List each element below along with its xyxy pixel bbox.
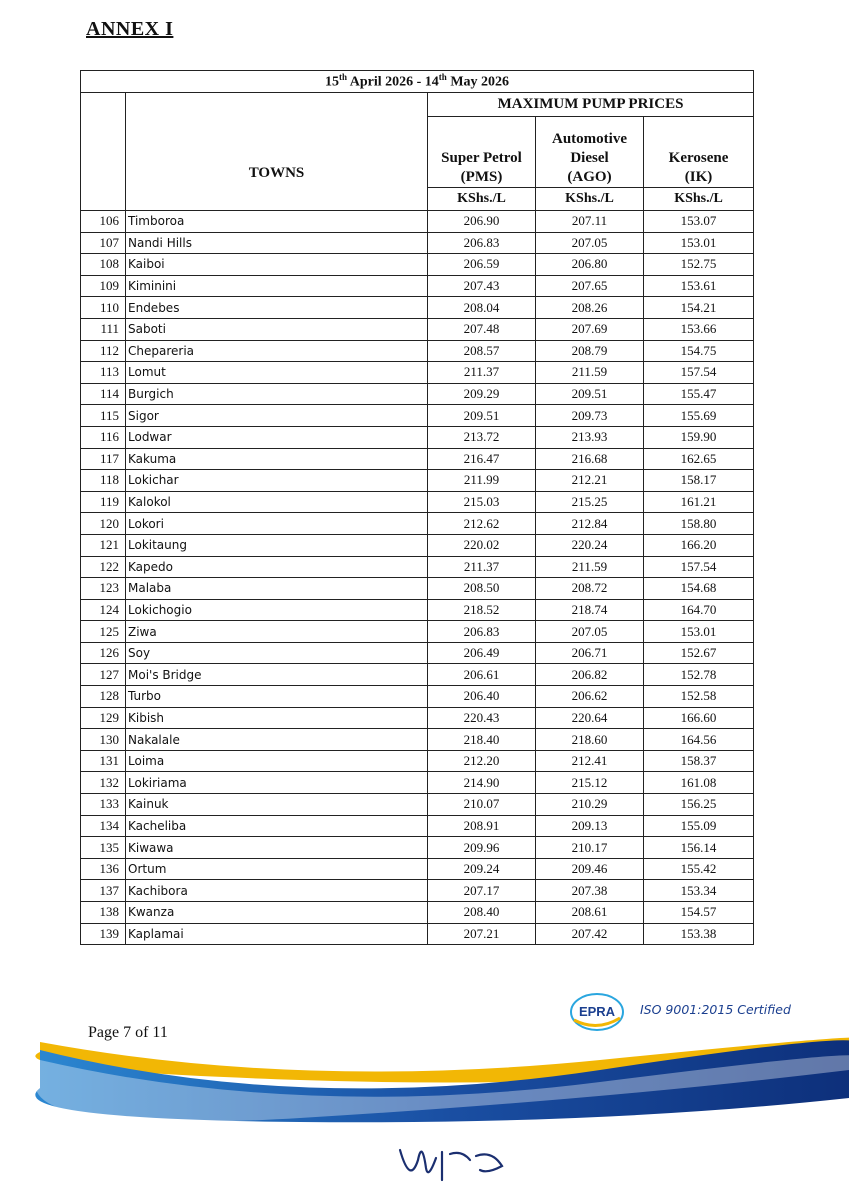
kerosene-price: 152.58	[644, 686, 754, 708]
page-number: Page 7 of 11	[88, 1024, 168, 1041]
table-row	[81, 902, 754, 924]
super-petrol-price: 207.48	[428, 318, 536, 340]
town-name: Kiwawa	[126, 837, 428, 859]
table-row	[81, 275, 754, 297]
kerosene-price: 155.69	[644, 405, 754, 427]
row-number: 126	[81, 642, 126, 664]
iso-certification: ISO 9001:2015 Certified	[640, 1002, 791, 1017]
table-row	[81, 664, 754, 686]
super-petrol-price: 220.02	[428, 534, 536, 556]
table-row	[81, 750, 754, 772]
town-name: Kalokol	[126, 491, 428, 513]
super-petrol-price: 207.21	[428, 923, 536, 945]
row-number: 113	[81, 362, 126, 384]
row-number: 112	[81, 340, 126, 362]
town-name: Timboroa	[126, 211, 428, 233]
table-row	[81, 534, 754, 556]
table-row	[81, 837, 754, 859]
town-name: Lodwar	[126, 426, 428, 448]
diesel-price: 209.73	[536, 405, 644, 427]
diesel-price: 207.05	[536, 232, 644, 254]
diesel-price: 216.68	[536, 448, 644, 470]
row-number: 117	[81, 448, 126, 470]
unit-label: KShs./L	[536, 188, 644, 211]
table-row	[81, 621, 754, 643]
super-petrol-price: 206.59	[428, 254, 536, 276]
row-number: 116	[81, 426, 126, 448]
super-petrol-price: 206.83	[428, 621, 536, 643]
row-number: 106	[81, 211, 126, 233]
kerosene-price: 154.75	[644, 340, 754, 362]
super-petrol-price: 209.29	[428, 383, 536, 405]
row-number: 121	[81, 534, 126, 556]
kerosene-price: 161.21	[644, 491, 754, 513]
towns-column-header: TOWNS	[126, 93, 428, 211]
row-number: 110	[81, 297, 126, 319]
town-name: Lokiriama	[126, 772, 428, 794]
kerosene-price: 157.54	[644, 362, 754, 384]
row-number: 107	[81, 232, 126, 254]
super-petrol-price: 216.47	[428, 448, 536, 470]
diesel-header: Automotive Diesel (AGO)	[536, 117, 644, 188]
kerosene-price: 154.57	[644, 902, 754, 924]
kerosene-price: 155.09	[644, 815, 754, 837]
town-name: Moi's Bridge	[126, 664, 428, 686]
table-row	[81, 211, 754, 233]
town-name: Soy	[126, 642, 428, 664]
row-number: 115	[81, 405, 126, 427]
town-name: Lokichar	[126, 470, 428, 492]
table-row	[81, 729, 754, 751]
super-petrol-price: 206.49	[428, 642, 536, 664]
unit-label: KShs./L	[644, 188, 754, 211]
diesel-price: 208.61	[536, 902, 644, 924]
super-petrol-price: 218.52	[428, 599, 536, 621]
row-number: 132	[81, 772, 126, 794]
diesel-price: 210.17	[536, 837, 644, 859]
super-petrol-price: 206.61	[428, 664, 536, 686]
row-number: 138	[81, 902, 126, 924]
row-number: 120	[81, 513, 126, 535]
table-row	[81, 923, 754, 945]
epra-logo	[568, 992, 626, 1032]
signature	[392, 1130, 522, 1190]
diesel-price: 211.59	[536, 556, 644, 578]
town-name: Kapedo	[126, 556, 428, 578]
diesel-price: 213.93	[536, 426, 644, 448]
row-number: 108	[81, 254, 126, 276]
diesel-price: 207.65	[536, 275, 644, 297]
kerosene-price: 153.38	[644, 923, 754, 945]
period-heading: 15th April 2026 - 14th May 2026	[81, 71, 754, 93]
table-row	[81, 426, 754, 448]
table-row	[81, 815, 754, 837]
row-number: 139	[81, 923, 126, 945]
super-petrol-price: 207.43	[428, 275, 536, 297]
town-name: Kainuk	[126, 794, 428, 816]
diesel-price: 208.79	[536, 340, 644, 362]
diesel-price: 218.60	[536, 729, 644, 751]
table-row	[81, 448, 754, 470]
town-name: Kakuma	[126, 448, 428, 470]
diesel-price: 212.21	[536, 470, 644, 492]
row-number: 135	[81, 837, 126, 859]
kerosene-price: 153.34	[644, 880, 754, 902]
kerosene-price: 164.70	[644, 599, 754, 621]
town-name: Nandi Hills	[126, 232, 428, 254]
diesel-price: 207.11	[536, 211, 644, 233]
table-row	[81, 297, 754, 319]
diesel-price: 206.62	[536, 686, 644, 708]
kerosene-price: 153.07	[644, 211, 754, 233]
row-number: 133	[81, 794, 126, 816]
table-row	[81, 513, 754, 535]
table-row	[81, 599, 754, 621]
row-number: 119	[81, 491, 126, 513]
annex-title: ANNEX I	[86, 18, 174, 40]
kerosene-price: 158.37	[644, 750, 754, 772]
diesel-price: 220.24	[536, 534, 644, 556]
kerosene-price: 154.68	[644, 578, 754, 600]
super-petrol-price: 208.91	[428, 815, 536, 837]
kerosene-price: 158.80	[644, 513, 754, 535]
super-petrol-price: 218.40	[428, 729, 536, 751]
diesel-price: 212.84	[536, 513, 644, 535]
diesel-price: 207.38	[536, 880, 644, 902]
kerosene-price: 152.78	[644, 664, 754, 686]
town-name: Malaba	[126, 578, 428, 600]
kerosene-price: 156.25	[644, 794, 754, 816]
super-petrol-price: 209.96	[428, 837, 536, 859]
town-name: Lokitaung	[126, 534, 428, 556]
super-petrol-price: 213.72	[428, 426, 536, 448]
table-row	[81, 491, 754, 513]
table-row	[81, 232, 754, 254]
unit-label: KShs./L	[428, 188, 536, 211]
diesel-price: 209.51	[536, 383, 644, 405]
town-name: Endebes	[126, 297, 428, 319]
table-row	[81, 340, 754, 362]
kerosene-price: 157.54	[644, 556, 754, 578]
kerosene-price: 155.42	[644, 858, 754, 880]
row-number: 129	[81, 707, 126, 729]
diesel-price: 209.13	[536, 815, 644, 837]
row-number: 131	[81, 750, 126, 772]
row-number: 123	[81, 578, 126, 600]
town-name: Loima	[126, 750, 428, 772]
table-row	[81, 556, 754, 578]
town-name: Kiminini	[126, 275, 428, 297]
row-number: 109	[81, 275, 126, 297]
super-petrol-price: 212.20	[428, 750, 536, 772]
table-row	[81, 405, 754, 427]
diesel-price: 209.46	[536, 858, 644, 880]
town-name: Kaplamai	[126, 923, 428, 945]
super-petrol-price: 206.90	[428, 211, 536, 233]
pump-prices-table	[80, 70, 754, 945]
diesel-price: 207.05	[536, 621, 644, 643]
kerosene-price: 153.01	[644, 621, 754, 643]
number-column-header	[81, 93, 126, 211]
town-name: Ortum	[126, 858, 428, 880]
super-petrol-price: 209.24	[428, 858, 536, 880]
kerosene-price: 161.08	[644, 772, 754, 794]
kerosene-header: Kerosene (IK)	[644, 117, 754, 188]
kerosene-price: 159.90	[644, 426, 754, 448]
row-number: 137	[81, 880, 126, 902]
super-petrol-price: 215.03	[428, 491, 536, 513]
diesel-price: 212.41	[536, 750, 644, 772]
table-row	[81, 362, 754, 384]
town-name: Lomut	[126, 362, 428, 384]
max-pump-prices-header: MAXIMUM PUMP PRICES	[428, 93, 754, 117]
table-row	[81, 578, 754, 600]
row-number: 128	[81, 686, 126, 708]
row-number: 127	[81, 664, 126, 686]
super-petrol-price: 208.40	[428, 902, 536, 924]
town-name: Saboti	[126, 318, 428, 340]
table-row	[81, 470, 754, 492]
diesel-price: 210.29	[536, 794, 644, 816]
super-petrol-price: 209.51	[428, 405, 536, 427]
table-row	[81, 686, 754, 708]
row-number: 130	[81, 729, 126, 751]
kerosene-price: 152.67	[644, 642, 754, 664]
diesel-price: 220.64	[536, 707, 644, 729]
town-name: Sigor	[126, 405, 428, 427]
table-row	[81, 254, 754, 276]
diesel-price: 207.69	[536, 318, 644, 340]
diesel-price: 215.25	[536, 491, 644, 513]
town-name: Ziwa	[126, 621, 428, 643]
diesel-price: 215.12	[536, 772, 644, 794]
super-petrol-price: 211.99	[428, 470, 536, 492]
table-row	[81, 642, 754, 664]
diesel-price: 206.71	[536, 642, 644, 664]
super-petrol-price: 206.83	[428, 232, 536, 254]
diesel-price: 218.74	[536, 599, 644, 621]
super-petrol-price: 208.50	[428, 578, 536, 600]
super-petrol-price: 206.40	[428, 686, 536, 708]
diesel-price: 206.80	[536, 254, 644, 276]
logo-text: EPRA	[578, 1004, 616, 1019]
kerosene-price: 164.56	[644, 729, 754, 751]
row-number: 122	[81, 556, 126, 578]
town-name: Chepareria	[126, 340, 428, 362]
kerosene-price: 153.66	[644, 318, 754, 340]
footer-wave-banner	[0, 1030, 849, 1130]
super-petrol-price: 210.07	[428, 794, 536, 816]
town-name: Kaiboi	[126, 254, 428, 276]
town-name: Lokichogio	[126, 599, 428, 621]
kerosene-price: 166.20	[644, 534, 754, 556]
town-name: Burgich	[126, 383, 428, 405]
kerosene-price: 153.01	[644, 232, 754, 254]
row-number: 134	[81, 815, 126, 837]
town-name: Lokori	[126, 513, 428, 535]
super-petrol-price: 214.90	[428, 772, 536, 794]
table-row	[81, 383, 754, 405]
town-name: Kibish	[126, 707, 428, 729]
super-petrol-price: 208.04	[428, 297, 536, 319]
row-number: 111	[81, 318, 126, 340]
diesel-price: 208.26	[536, 297, 644, 319]
row-number: 124	[81, 599, 126, 621]
kerosene-price: 158.17	[644, 470, 754, 492]
row-number: 125	[81, 621, 126, 643]
super-petrol-price: 220.43	[428, 707, 536, 729]
super-petrol-price: 211.37	[428, 362, 536, 384]
town-name: Kachibora	[126, 880, 428, 902]
town-name: Kwanza	[126, 902, 428, 924]
super-petrol-price: 212.62	[428, 513, 536, 535]
kerosene-price: 156.14	[644, 837, 754, 859]
diesel-price: 208.72	[536, 578, 644, 600]
row-number: 136	[81, 858, 126, 880]
row-number: 118	[81, 470, 126, 492]
table-row	[81, 794, 754, 816]
kerosene-price: 155.47	[644, 383, 754, 405]
kerosene-price: 162.65	[644, 448, 754, 470]
kerosene-price: 154.21	[644, 297, 754, 319]
super-petrol-price: 207.17	[428, 880, 536, 902]
table-row	[81, 858, 754, 880]
super-petrol-header: Super Petrol (PMS)	[428, 117, 536, 188]
diesel-price: 207.42	[536, 923, 644, 945]
super-petrol-price: 211.37	[428, 556, 536, 578]
table-row	[81, 707, 754, 729]
diesel-price: 206.82	[536, 664, 644, 686]
table-row	[81, 772, 754, 794]
town-name: Turbo	[126, 686, 428, 708]
super-petrol-price: 208.57	[428, 340, 536, 362]
kerosene-price: 166.60	[644, 707, 754, 729]
kerosene-price: 153.61	[644, 275, 754, 297]
table-row	[81, 318, 754, 340]
town-name: Nakalale	[126, 729, 428, 751]
row-number: 114	[81, 383, 126, 405]
kerosene-price: 152.75	[644, 254, 754, 276]
table-row	[81, 880, 754, 902]
diesel-price: 211.59	[536, 362, 644, 384]
town-name: Kacheliba	[126, 815, 428, 837]
